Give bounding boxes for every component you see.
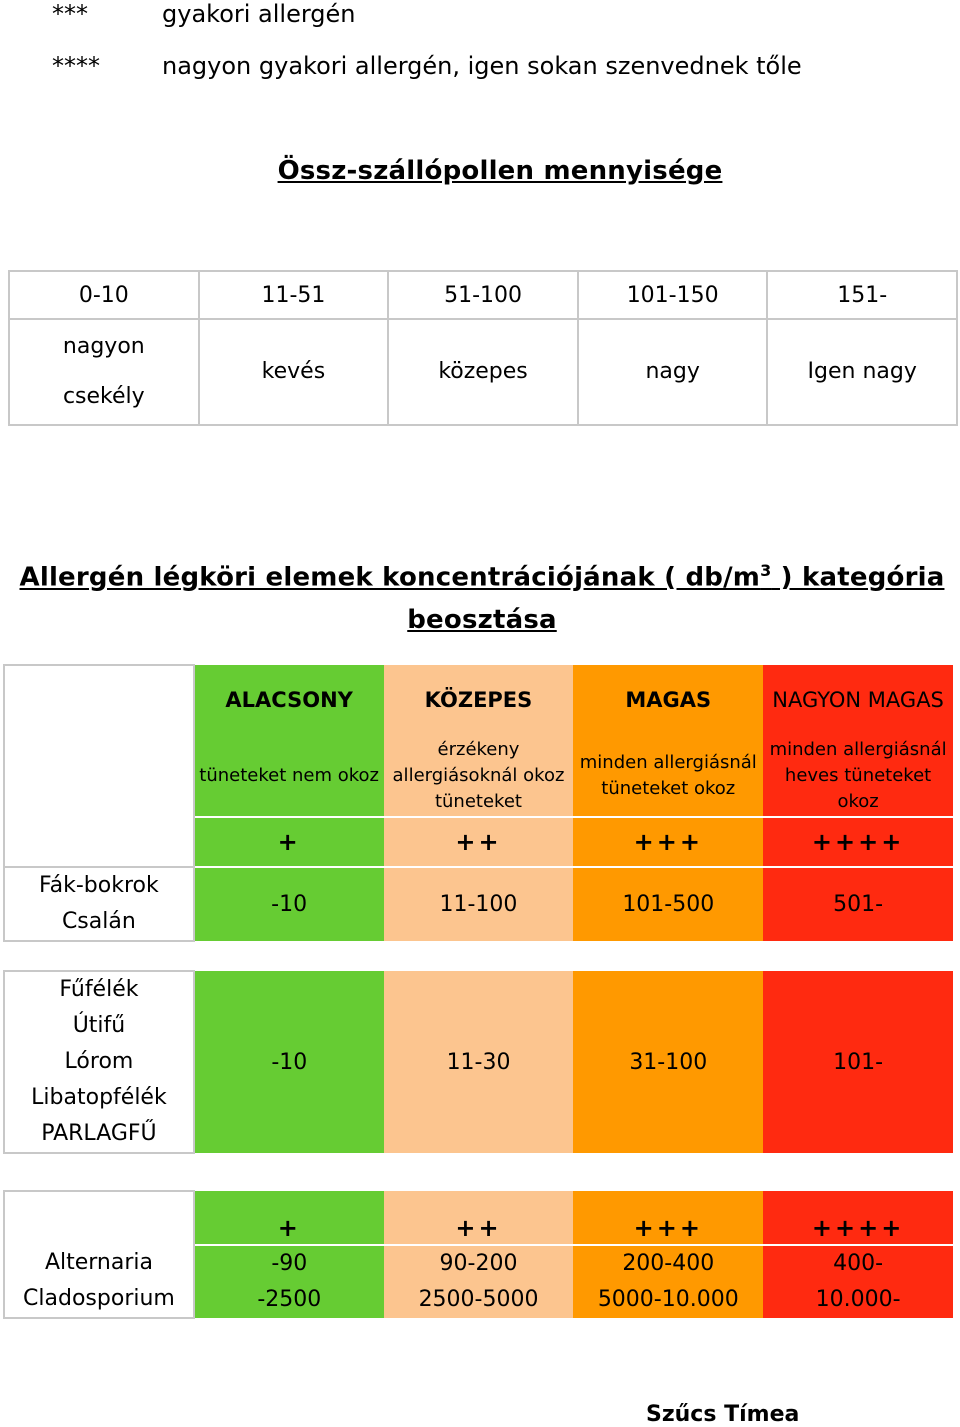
plant-name: Fák-bokrok xyxy=(38,873,159,898)
value-cell: -90 xyxy=(194,1245,384,1281)
value-cell: 101-500 xyxy=(573,867,763,941)
label-cell xyxy=(9,319,199,425)
section2-title-sup: 3 xyxy=(760,561,772,580)
fungi-row xyxy=(4,1245,953,1281)
plant-name: Lórom xyxy=(64,1049,134,1074)
label-cell: kevés xyxy=(199,319,389,425)
range-cell: 51-100 xyxy=(388,271,578,319)
plant-name: Útifű xyxy=(72,1013,126,1038)
corner-blank xyxy=(4,665,194,867)
fungi-label: Cladosporium xyxy=(4,1281,194,1318)
level-desc: érzékeny allergiásoknál okoz tüneteket xyxy=(384,735,574,817)
value-cell: 101- xyxy=(763,971,953,1153)
plus-cell: ++++ xyxy=(763,1191,953,1245)
level-name-row xyxy=(4,665,953,735)
legend-desc-very-common: nagyon gyakori allergén, igen sokan szenvednek tőle xyxy=(162,52,802,80)
value-cell: 200-400 xyxy=(573,1245,763,1281)
label-row xyxy=(9,319,957,425)
plant-name: Libatopfélék xyxy=(31,1085,167,1110)
section2-title xyxy=(0,550,960,641)
plus-row xyxy=(4,1191,953,1245)
label-cell: nagy xyxy=(578,319,768,425)
author-signature: Szűcs Tímea xyxy=(646,1402,800,1427)
label-line: csekély xyxy=(62,384,145,409)
range-row xyxy=(9,271,957,319)
value-cell: 90-200 xyxy=(384,1245,574,1281)
section1-title: Össz-szállópollen mennyisége xyxy=(277,156,723,186)
value-cell: 501- xyxy=(763,867,953,941)
level-name: KÖZEPES xyxy=(384,665,574,735)
level-desc: minden allergiásnál tüneteket okoz xyxy=(573,735,763,817)
value-cell: 2500-5000 xyxy=(384,1281,574,1318)
group1-row xyxy=(4,867,953,941)
plus-cell: ++ xyxy=(384,817,574,867)
concentration-table-fungi xyxy=(3,1190,953,1319)
level-name: ALACSONY xyxy=(194,665,384,735)
label-cell: Igen nagy xyxy=(767,319,957,425)
legend-key-very-common: **** xyxy=(52,52,100,80)
corner-blank xyxy=(4,1191,194,1245)
fungi-row xyxy=(4,1281,953,1318)
plus-cell: ++++ xyxy=(763,817,953,867)
plant-name: PARLAGFŰ xyxy=(41,1121,157,1146)
level-desc: tüneteket nem okoz xyxy=(194,735,384,817)
value-cell: 11-30 xyxy=(384,971,574,1153)
concentration-table-grasses xyxy=(3,970,953,1154)
group2-row xyxy=(4,971,953,1153)
value-cell: 5000-10.000 xyxy=(573,1281,763,1318)
label-cell: közepes xyxy=(388,319,578,425)
legend-key-common: *** xyxy=(52,0,88,28)
value-cell: -10 xyxy=(194,971,384,1153)
plant-name: Csalán xyxy=(61,909,136,934)
plus-cell: + xyxy=(194,817,384,867)
range-cell: 11-51 xyxy=(199,271,389,319)
legend-desc-common: gyakori allergén xyxy=(162,0,356,28)
total-pollen-table xyxy=(8,270,958,426)
range-cell: 101-150 xyxy=(578,271,768,319)
plant-name: Fűfélék xyxy=(59,977,139,1002)
fungi-label: Alternaria xyxy=(4,1245,194,1281)
group2-label xyxy=(4,971,194,1153)
plus-cell: + xyxy=(194,1191,384,1245)
level-name: NAGYON MAGAS xyxy=(763,665,953,735)
value-cell: 400- xyxy=(763,1245,953,1281)
value-cell: -2500 xyxy=(194,1281,384,1318)
plus-cell: ++ xyxy=(384,1191,574,1245)
group1-label xyxy=(4,867,194,941)
value-cell: -10 xyxy=(194,867,384,941)
label-line: nagyon xyxy=(62,334,145,359)
plus-cell: +++ xyxy=(573,1191,763,1245)
concentration-table-trees xyxy=(3,664,953,942)
section2-title-part: Allergén légköri elemek koncentrációjának ( db/m xyxy=(19,562,761,593)
range-cell: 0-10 xyxy=(9,271,199,319)
level-desc: minden allergiásnál heves tüneteket okoz xyxy=(763,735,953,817)
plus-cell: +++ xyxy=(573,817,763,867)
value-cell: 11-100 xyxy=(384,867,574,941)
range-cell: 151- xyxy=(767,271,957,319)
section2-title-part: ) kategória xyxy=(771,562,945,593)
level-name: MAGAS xyxy=(573,665,763,735)
value-cell: 31-100 xyxy=(573,971,763,1153)
value-cell: 10.000- xyxy=(763,1281,953,1318)
section2-title-line2: beosztása xyxy=(407,604,557,635)
